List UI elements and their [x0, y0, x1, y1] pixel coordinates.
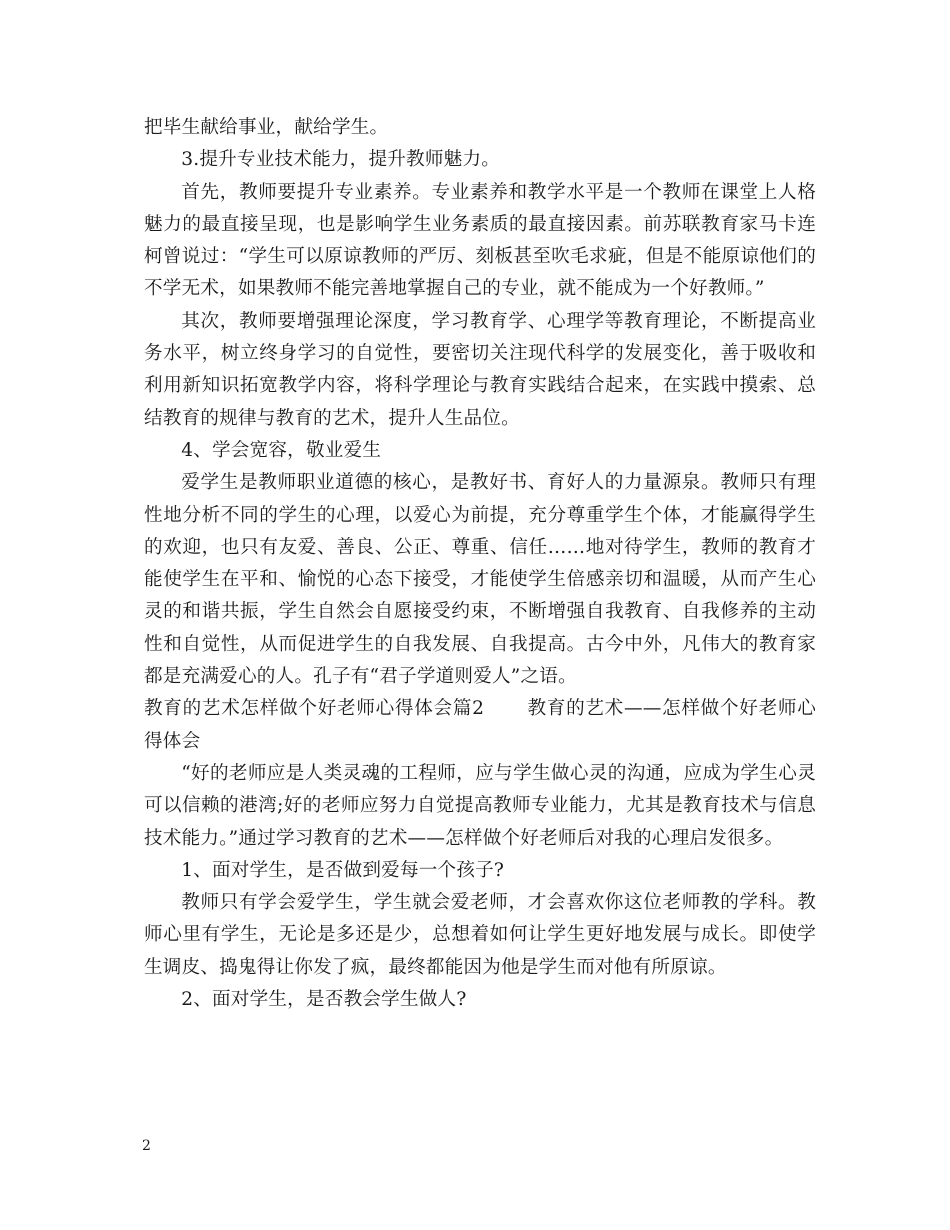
paragraph: “好的老师应是人类灵魂的工程师，应与学生做心灵的沟通，应成为学生心灵可以信赖的港湾;好的老师应努力自觉提高教师专业能力，尤其是教育技术与信息技术能力。”通过学习教育的艺术——怎样做个好老师后对我的心理启发很多。	[144, 762, 816, 849]
paragraph: 教师只有学会爱学生，学生就会爱老师，才会喜欢你这位老师教的学科。教师心里有学生，无论是多还是少，总想着如何让学生更好地发展与成长。即使学生调皮、捣鬼得让你发了疯，最终都能因为他是学生而对他有所原谅。	[144, 892, 816, 978]
heading-1: 1、面对学生，是否做到爱每一个孩子?	[181, 859, 505, 881]
heading-2: 2、面对学生，是否教会学生做人?	[181, 989, 467, 1011]
paragraph: 其次，教师要增强理论深度，学习教育学、心理学等教育理论，不断提高业务水平，树立终身学习的自觉性，要密切关注现代科学的发展变化，善于吸收和利用新知识拓宽教学内容，将科学理论与教育实践结合起来，在实践中摸索、总结教育的规律与教育的艺术，提升人生品位。	[144, 310, 816, 429]
document-body	[144, 112, 816, 1016]
section-title-part2: 教育的艺术——怎样做个好老师心得体会	[144, 698, 816, 752]
section-title-part1: 教育的艺术怎样做个好老师心得体会篇2	[144, 698, 485, 720]
section-title	[144, 693, 816, 758]
heading-4: 4、学会宽容，敬业爱生	[181, 439, 382, 461]
paragraph: 把毕生献给事业，献给学生。	[144, 117, 389, 138]
heading-3: 3.提升专业技术能力，提升教师魅力。	[181, 149, 501, 171]
paragraph: 爱学生是教师职业道德的核心，是教好书、育好人的力量源泉。教师只有理性地分析不同的学生的心理，以爱心为前提，充分尊重学生个体，才能赢得学生的欢迎，也只有友爱、善良、公正、尊重、信任……地对待学生，教师的教育才能使学生在平和、愉悦的心态下接受，才能使学生倍感亲切和温暖，从而产生心灵的和谐共振，学生自然会自愿接受约束，不断增强自我教育、自我修养的主动性和自觉性，从而促进学生的自我发展、自我提高。古今中外，凡伟大的教育家都是充满爱心的人。孔子有“君子学道则爱人”之语。	[144, 472, 816, 688]
paragraph: 首先，教师要提升专业素养。专业素养和教学水平是一个教师在课堂上人格魅力的最直接呈现，也是影响学生业务素质的最直接因素。前苏联教育家马卡连柯曾说过：“学生可以原谅教师的严厉、刻板甚至吹毛求疵，但是不能原谅他们的不学无术，如果教师不能完善地掌握自己的专业，就不能成为一个好教师。”	[144, 181, 816, 300]
page-number: 2	[142, 1138, 151, 1154]
